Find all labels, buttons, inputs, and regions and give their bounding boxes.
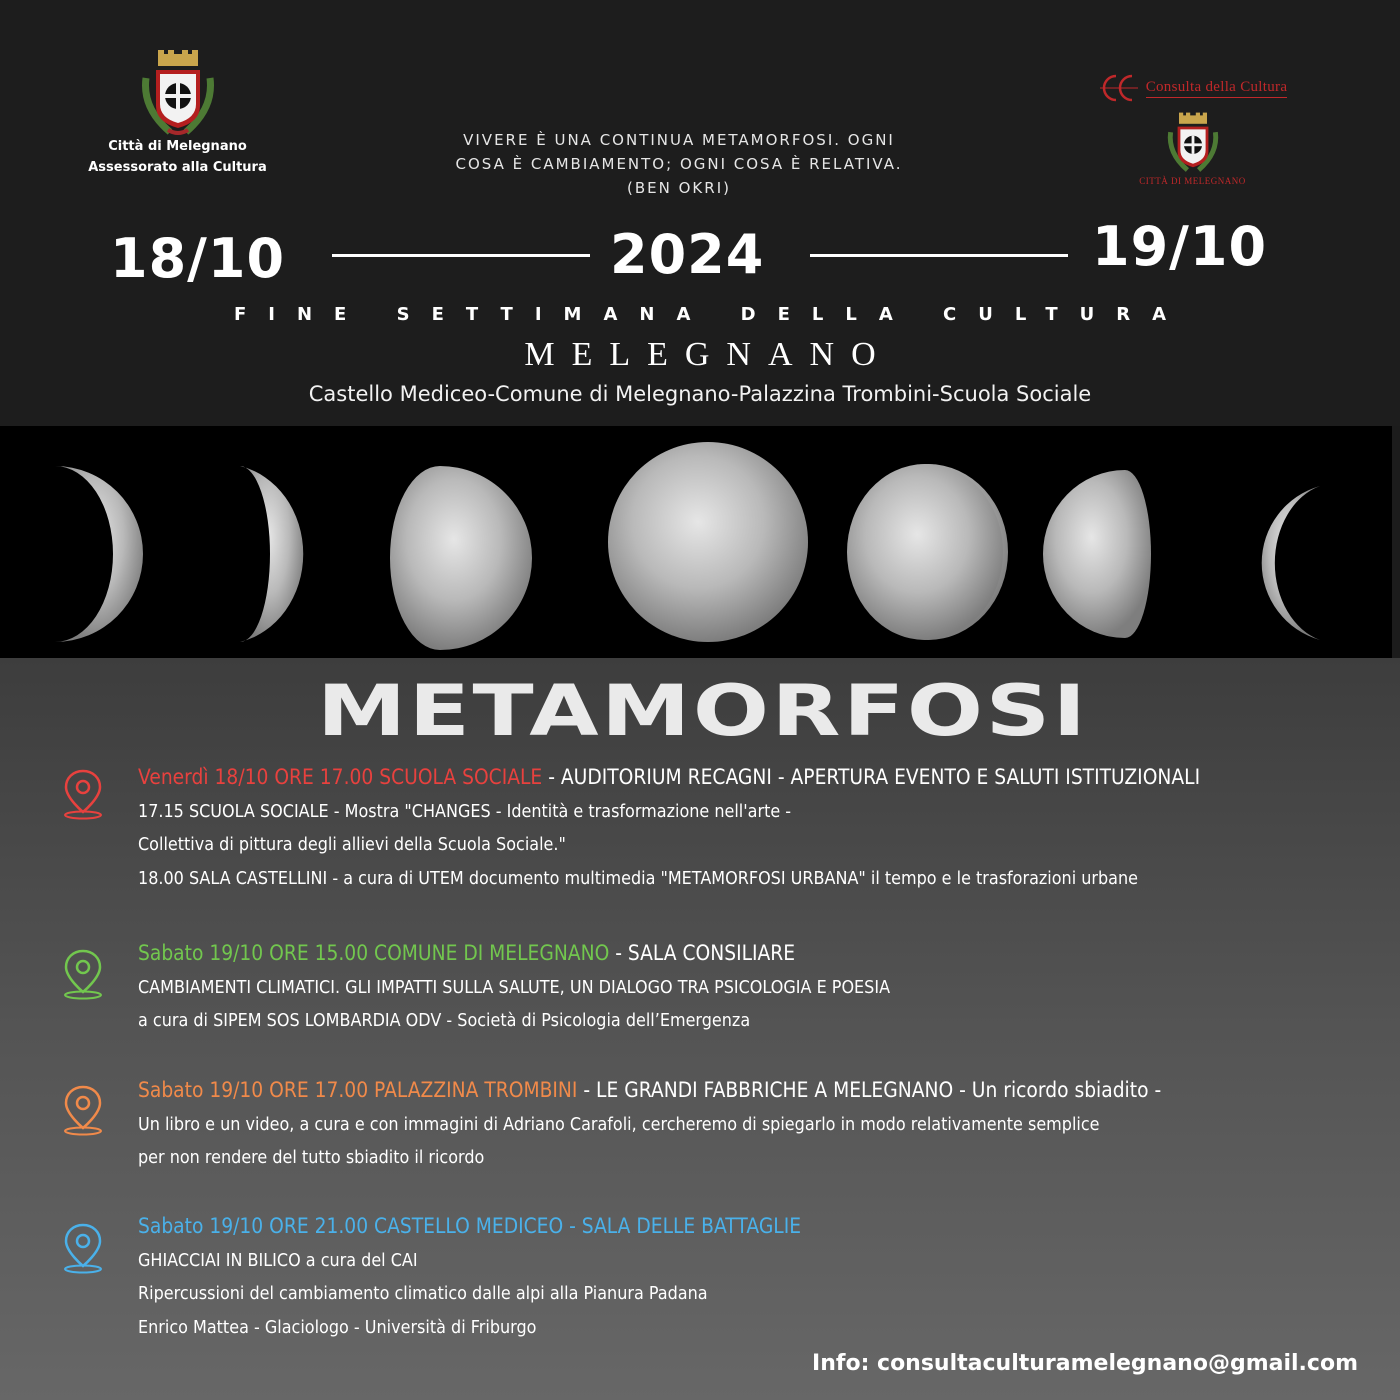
event-4-detail: Ripercussioni del cambiamento climatico dalle alpi alla Pianura Padana xyxy=(138,1283,708,1304)
location-pin-icon xyxy=(62,768,104,820)
city-logo-line2: Assessorato alla Cultura xyxy=(88,160,267,175)
event-1-title xyxy=(138,761,1228,795)
event-4-detail: GHIACCIAI IN BILICO a cura del CAI xyxy=(138,1249,418,1271)
event-3-title xyxy=(138,1074,1228,1108)
event-1-detail: 18.00 SALA CASTELLINI - a cura di UTEM documento multimedia "METAMORFOSI URBANA" il tempo e le trasforazioni urbane xyxy=(138,867,1138,889)
cc-monogram-icon xyxy=(1098,72,1140,104)
venues-line: Castello Mediceo-Comune di Melegnano-Palazzina Trombini-Scuola Sociale xyxy=(308,382,1092,406)
event-3-detail: Un libro e un video, a cura e con immagini di Adriano Carafoli, cercheremo di spiegarlo in modo relativamente semplice xyxy=(138,1113,1100,1135)
event-2-detail: a cura di SIPEM SOS LOMBARDIA ODV - Società di Psicologia dell’Emergenza xyxy=(138,1010,751,1031)
location-pin-icon xyxy=(62,948,104,1000)
divider-left xyxy=(332,254,590,257)
crest-icon xyxy=(1165,110,1221,174)
moon-phases-image xyxy=(0,426,1400,658)
event-3-rest: - LE GRANDI FABBRICHE A MELEGNANO - Un ricordo sbiadito - xyxy=(577,1078,1162,1102)
event-subtitle: FINE SETTIMANA DELLA CULTURA xyxy=(233,304,1189,325)
event-2-highlight: Sabato 19/10 ORE 15.00 COMUNE DI MELEGNANO xyxy=(138,941,610,965)
event-1 xyxy=(138,761,1363,895)
date-year: 2024 xyxy=(610,223,765,286)
event-4-title xyxy=(138,1210,1228,1244)
headline: METAMORFOSI xyxy=(316,670,1089,752)
city-title: MELEGNANO xyxy=(524,336,893,373)
date-start: 18/10 xyxy=(110,227,286,290)
event-1-detail: Collettiva di pittura degli allievi della Scuola Sociale." xyxy=(138,834,566,855)
city-logo-line1: Città di Melegnano xyxy=(108,139,247,154)
event-4-detail: Enrico Mattea - Glaciologo - Università di Friburgo xyxy=(138,1316,537,1338)
event-3 xyxy=(138,1074,1363,1175)
event-1-highlight: Venerdì 18/10 ORE 17.00 SCUOLA SOCIALE xyxy=(138,765,543,789)
consulta-city: CITTÀ DI MELEGNANO xyxy=(1139,176,1246,186)
consulta-title: Consulta della Cultura xyxy=(1146,79,1288,98)
location-pin-icon xyxy=(62,1222,104,1274)
event-2 xyxy=(138,937,1363,1038)
location-pin-icon xyxy=(62,1084,104,1136)
date-end: 19/10 xyxy=(1092,215,1268,278)
header-panel xyxy=(0,0,1400,426)
event-2-title xyxy=(138,937,1228,971)
contact-info: Info: consultaculturamelegnano@gmail.com xyxy=(812,1351,1358,1376)
event-3-highlight: Sabato 19/10 ORE 17.00 PALAZZINA TROMBINI xyxy=(138,1078,578,1102)
event-2-rest: - SALA CONSILIARE xyxy=(609,941,796,965)
event-3-detail: per non rendere del tutto sbiadito il ricordo xyxy=(138,1147,485,1168)
quote: VIVERE È UNA CONTINUA METAMORFOSI. OGNI COSA È CAMBIAMENTO; OGNI COSA È RELATIVA. (BEN OKRI) xyxy=(455,131,903,197)
event-4-highlight: Sabato 19/10 ORE 21.00 CASTELLO MEDICEO - SALA DELLE BATTAGLIE xyxy=(138,1214,802,1238)
divider-right xyxy=(810,254,1068,257)
crest-icon xyxy=(138,48,218,136)
consulta-logo xyxy=(1085,72,1300,186)
moon-phase-4 xyxy=(608,442,808,642)
event-1-detail: 17.15 SCUOLA SOCIALE - Mostra "CHANGES - Identità e trasformazione nell'arte - xyxy=(138,800,792,822)
event-2-detail: CAMBIAMENTI CLIMATICI. GLI IMPATTI SULLA SALUTE, UN DIALOGO TRA PSICOLOGIA E POESIA xyxy=(138,976,891,998)
event-1-rest: - AUDITORIUM RECAGNI - APERTURA EVENTO E SALUTI ISTITUZIONALI xyxy=(542,765,1201,789)
event-4 xyxy=(138,1210,1363,1344)
city-logo xyxy=(80,48,275,178)
